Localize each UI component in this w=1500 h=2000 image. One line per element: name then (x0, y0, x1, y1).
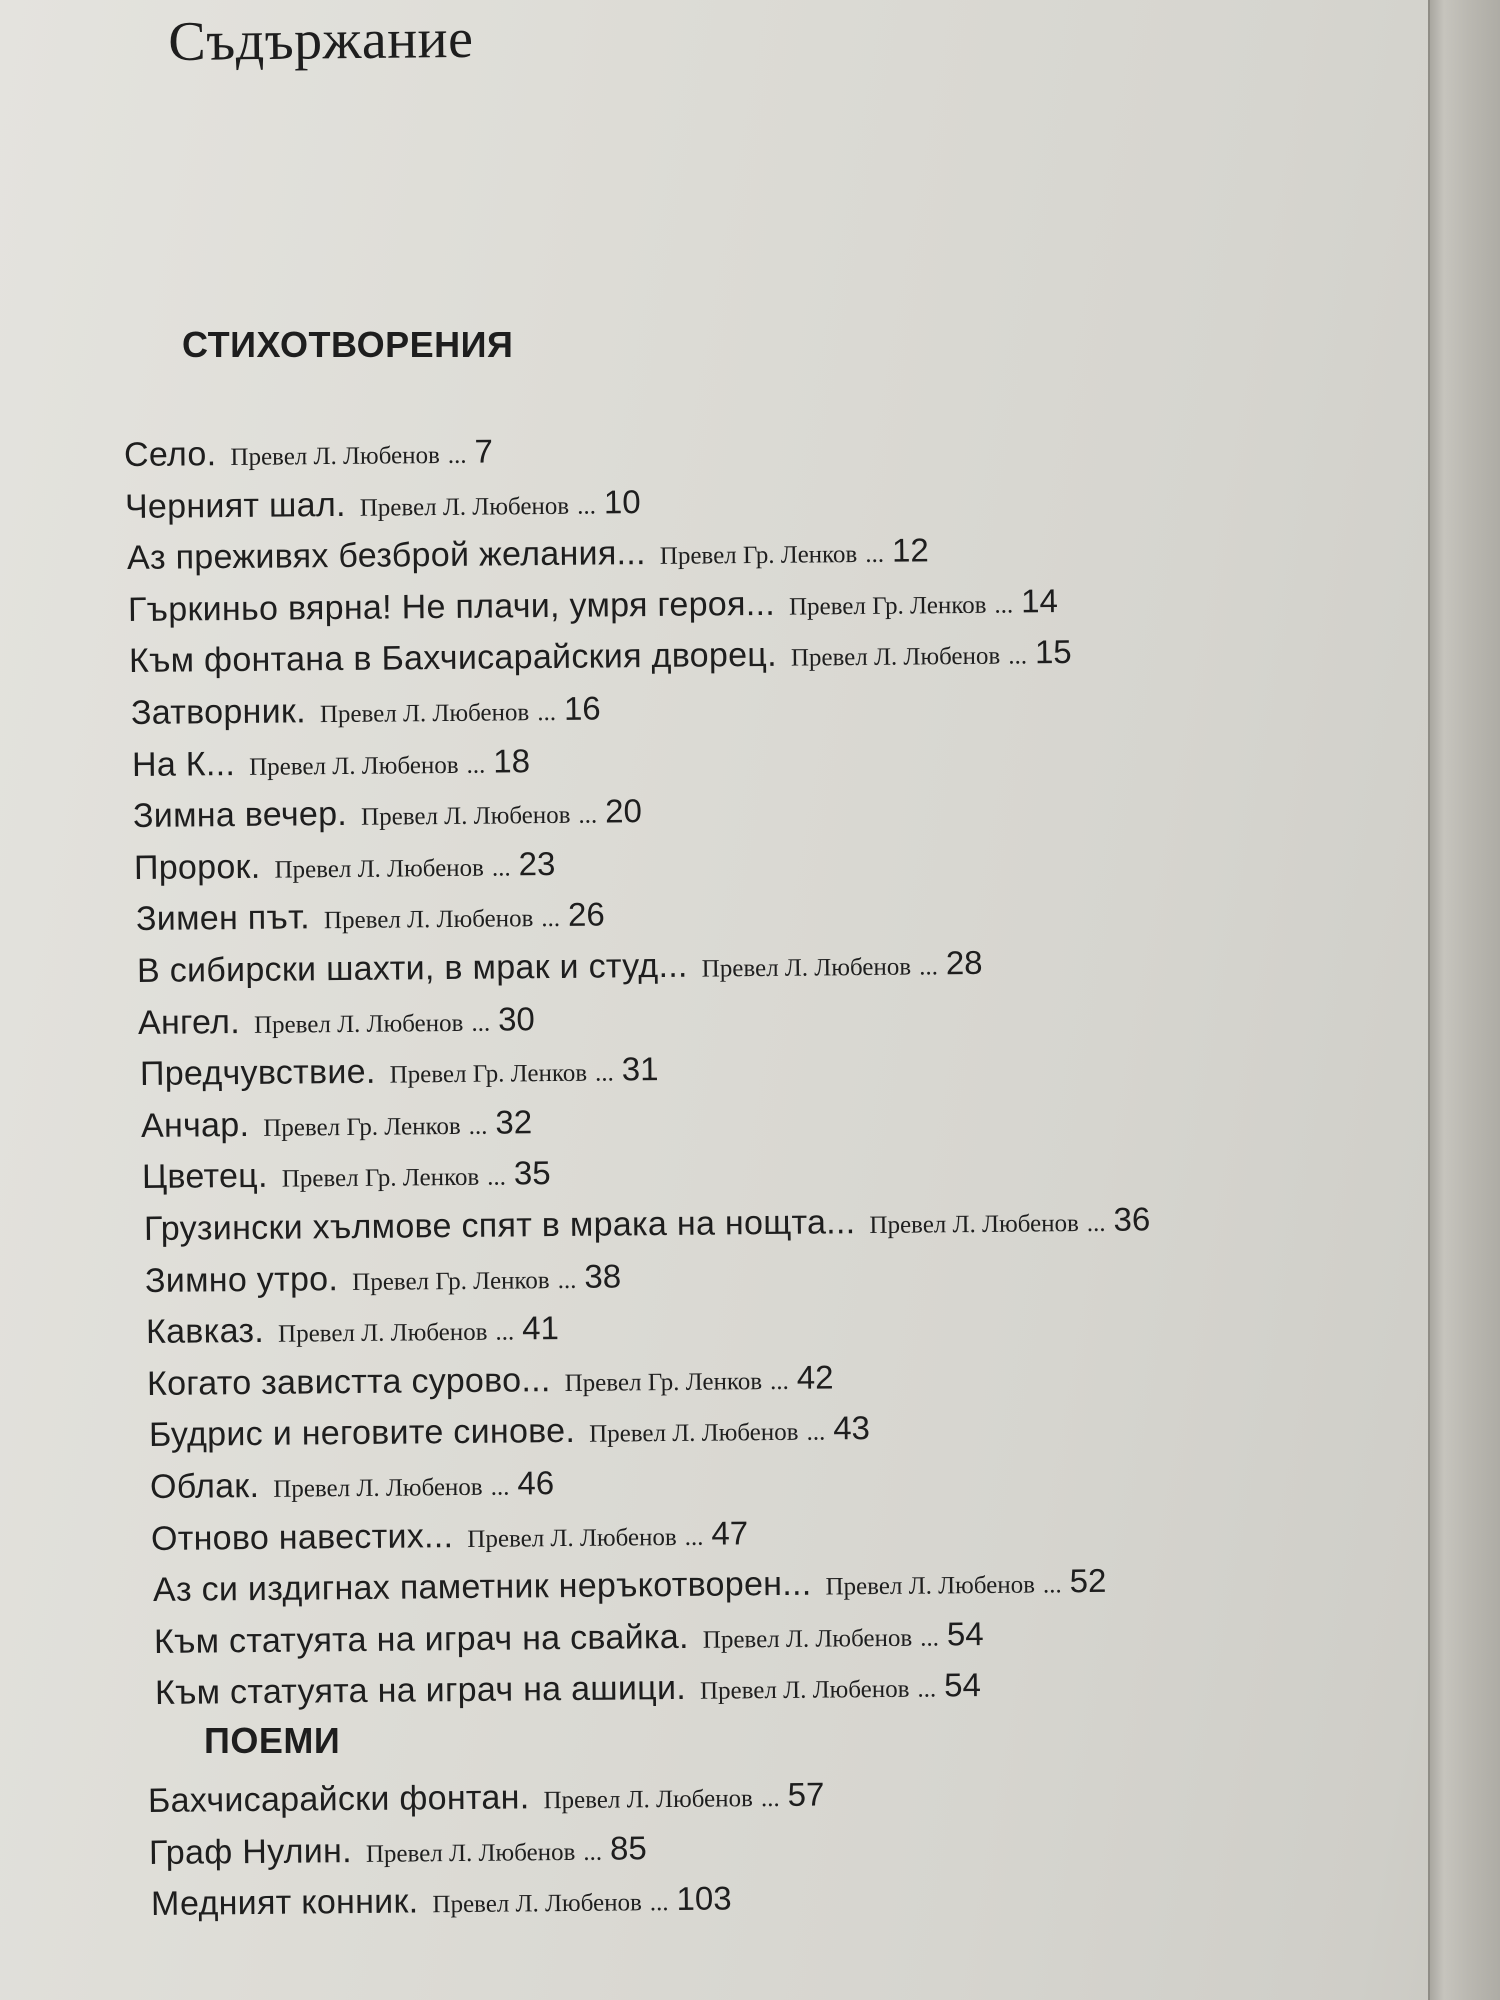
toc-entry-translator: Превел Л. Любенов (588, 1419, 799, 1449)
toc-entry-translator: Превел Л. Любенов (248, 751, 459, 781)
toc-entry (129, 633, 1072, 681)
toc-entry (147, 1358, 834, 1404)
toc-entry-page-number: 36 (1112, 1200, 1150, 1238)
toc-entry-page-number: 15 (1034, 633, 1073, 671)
toc-entry-title: Гъркиньо вярна! Не плачи, умря героя... (127, 584, 776, 629)
toc-entry-page-number: 12 (891, 531, 929, 569)
toc-entry-translator: Превел Л. Любенов (278, 1318, 488, 1348)
toc-entry-translator: Превел Гр. Ленков (389, 1059, 587, 1089)
toc-entry-page-number: 28 (945, 943, 983, 982)
toc-entry-title: Зимен път. (135, 898, 310, 939)
toc-entry (150, 1880, 731, 1925)
toc-entry-page-number: 57 (787, 1775, 825, 1813)
toc-entry-translator: Превел Гр. Ленков (788, 591, 987, 621)
toc-entry-page-number: 54 (946, 1614, 984, 1653)
toc-entry-title: Бахчисарайски фонтан. (147, 1778, 530, 1820)
toc-entry-title: Отново навестих... (151, 1516, 454, 1558)
toc-entry-leader-dots: ... (577, 492, 597, 520)
toc-entry-page-number: 41 (522, 1309, 560, 1347)
toc-entry-title: Медният конник. (150, 1882, 419, 1924)
toc-entry-page-number: 20 (605, 792, 643, 830)
toc-entry (151, 1514, 749, 1559)
toc-entry-translator: Превел Л. Любенов (254, 1009, 464, 1039)
toc-entry (138, 1000, 535, 1043)
toc-entry-page-number: 26 (567, 895, 605, 934)
toc-entry-title: Пророк. (134, 847, 262, 887)
toc-entry-page-number: 7 (474, 432, 494, 470)
toc-entry-leader-dots: ... (994, 591, 1014, 619)
toc-entry-title: Черният шал. (125, 485, 347, 526)
book-page-edge (1428, 0, 1500, 2000)
toc-entry-page-number: 30 (498, 999, 536, 1038)
toc-entry (134, 845, 556, 888)
toc-entry-page-number: 103 (675, 1879, 732, 1918)
toc-entry-title: Аз преживях безброй желания... (126, 534, 646, 578)
toc-entry-page-number: 16 (563, 689, 601, 727)
toc-entry-title: Зимна вечер. (132, 795, 348, 836)
toc-entry-translator: Превел Л. Любенов (868, 1210, 1079, 1240)
toc-entry-page-number: 46 (517, 1464, 555, 1502)
toc-entry-translator: Превел Л. Любенов (319, 699, 529, 729)
toc-entry-leader-dots: ... (471, 1009, 491, 1037)
toc-entry-title: Затворник. (130, 692, 306, 732)
toc-entry-leader-dots: ... (770, 1367, 790, 1395)
toc-entry-title: Към фонтана в Бахчисарайския дворец. (129, 636, 778, 681)
page-title: Съдържание (168, 7, 474, 73)
toc-entry-title: Ангел. (138, 1002, 241, 1042)
toc-entry-page-number: 14 (1020, 581, 1058, 620)
toc-entry-title: Грузински хълмове спят в мрака на нощта... (143, 1203, 856, 1248)
toc-entry-page-number: 31 (621, 1050, 659, 1088)
toc-entry-leader-dots: ... (578, 801, 598, 829)
toc-entry-page-number: 47 (711, 1513, 749, 1552)
toc-entry-leader-dots: ... (594, 1059, 614, 1087)
toc-entry (150, 1464, 554, 1507)
toc-entry-translator: Превел Л. Любенов (431, 1889, 642, 1919)
toc-entry-title: Будрис и неговите синове. (148, 1412, 575, 1455)
toc-entry (141, 1103, 533, 1146)
toc-entry (128, 582, 1058, 630)
toc-entry-title: На К... (131, 744, 236, 784)
toc-entry-title: Граф Нулин. (149, 1831, 353, 1872)
toc-entry-leader-dots: ... (649, 1889, 669, 1917)
section-heading-poems-short: СТИХОТВОРЕНИЯ (182, 324, 514, 365)
toc-entry-translator: Превел Л. Любенов (467, 1523, 678, 1553)
toc-entry-translator: Превел Гр. Ленков (659, 541, 857, 571)
toc-entry-translator: Превел Л. Любенов (700, 1676, 910, 1706)
toc-entry-translator: Превел Гр. Ленков (564, 1367, 763, 1397)
toc-entry (125, 483, 641, 527)
toc-entry-translator: Превел Л. Любенов (230, 441, 440, 471)
toc-entry-leader-dots: ... (466, 751, 486, 779)
toc-entry (149, 1829, 647, 1873)
toc-entry-translator: Превел Л. Любенов (273, 1473, 483, 1503)
toc-entry-leader-dots: ... (536, 698, 556, 727)
toc-entry (146, 1309, 559, 1352)
toc-entry-leader-dots: ... (492, 854, 512, 882)
toc-entry-page-number: 10 (603, 482, 642, 520)
toc-entry-page-number: 18 (492, 741, 530, 780)
toc-entry (126, 531, 928, 578)
toc-entry (124, 432, 493, 475)
toc-entry-title: Аз си издигнах паметник неръкотворен... (152, 1564, 812, 1610)
toc-entry-page-number: 43 (832, 1409, 870, 1447)
toc-entry-page-number: 32 (495, 1103, 533, 1141)
toc-entry-title: Облак. (149, 1466, 260, 1506)
toc-entry-translator: Превел Л. Любенов (366, 1838, 576, 1868)
toc-entry-leader-dots: ... (760, 1784, 780, 1813)
toc-entry-translator: Превел Л. Любенов (702, 1624, 913, 1654)
toc-entry-leader-dots: ... (917, 1675, 937, 1704)
toc-entry (154, 1615, 984, 1662)
toc-entry-title: Към статуята на играч на ашици. (155, 1669, 687, 1713)
toc-entry-leader-dots: ... (447, 441, 467, 469)
toc-entry (136, 896, 605, 939)
toc-entry-leader-dots: ... (684, 1523, 704, 1551)
toc-entry-title: Село. (123, 435, 217, 474)
toc-entry-leader-dots: ... (468, 1112, 488, 1140)
toc-entry-title: Предчувствие. (139, 1052, 376, 1094)
toc-entry-page-number: 23 (518, 844, 556, 883)
toc-entry (148, 1776, 825, 1821)
toc-entry-leader-dots: ... (806, 1418, 826, 1447)
toc-entry-title: Когато завистта сурово... (147, 1360, 552, 1403)
toc-entry-page-number: 38 (583, 1257, 622, 1295)
toc-entry-leader-dots: ... (919, 1624, 939, 1652)
toc-entry (130, 689, 600, 733)
toc-entry-leader-dots: ... (557, 1266, 577, 1294)
toc-entry (139, 1050, 658, 1094)
toc-entry-leader-dots: ... (1008, 642, 1028, 670)
toc-entry (142, 1154, 551, 1197)
toc-entry-title: Анчар. (140, 1105, 250, 1145)
toc-entry-page-number: 85 (610, 1828, 648, 1867)
toc-entry (137, 944, 983, 991)
toc-entry-title: Цветец. (142, 1157, 269, 1197)
toc-entry-title: Към статуята на играч на свайка. (153, 1617, 689, 1661)
toc-entry (145, 1257, 621, 1301)
toc-entry-page-number: 54 (944, 1666, 982, 1704)
toc-entry-leader-dots: ... (864, 540, 884, 569)
toc-entry (143, 1200, 1150, 1249)
toc-entry-translator: Превел Гр. Ленков (281, 1164, 480, 1194)
toc-entry-leader-dots: ... (490, 1473, 510, 1501)
toc-entry-leader-dots: ... (540, 905, 560, 933)
section-heading-poems-long (204, 1720, 340, 1762)
toc-entry-translator: Превел Л. Любенов (790, 643, 1001, 673)
toc-entry-translator: Превел Л. Любенов (274, 854, 485, 884)
toc-entry-title: В сибирски шахти, в мрак и студ... (136, 946, 688, 990)
toc-entry-translator: Превел Л. Любенов (359, 492, 570, 522)
toc-entry-leader-dots: ... (1042, 1571, 1062, 1599)
toc-entry-translator: Превел Л. Любенов (543, 1785, 754, 1815)
toc-entry-leader-dots: ... (918, 953, 938, 981)
toc-entry-title: Кавказ. (145, 1312, 265, 1352)
toc-entry-leader-dots: ... (487, 1163, 507, 1192)
toc-entry-translator: Превел Л. Любенов (361, 801, 571, 831)
toc-entry-translator: Превел Л. Любенов (825, 1571, 1035, 1601)
toc-entry-translator: Превел Л. Любенов (323, 905, 534, 935)
toc-entry-page-number: 52 (1069, 1562, 1107, 1600)
toc-entry-leader-dots: ... (583, 1838, 603, 1866)
toc-entry-leader-dots: ... (1086, 1209, 1106, 1237)
toc-entry (155, 1666, 981, 1713)
toc-entry-translator: Превел Гр. Ленков (351, 1266, 550, 1296)
toc-entry-page-number: 42 (797, 1358, 835, 1396)
toc-entry (132, 742, 530, 785)
toc-entry-leader-dots: ... (495, 1318, 515, 1346)
toc-entry-page-number: 35 (513, 1154, 551, 1192)
toc-entry (152, 1562, 1106, 1610)
toc-entry-translator: Превел Л. Любенов (701, 953, 912, 983)
toc-entry (149, 1409, 870, 1455)
toc-entry-translator: Превел Гр. Ленков (263, 1112, 461, 1142)
section-heading-text: ПОЕМИ (204, 1720, 341, 1761)
toc-entry-title: Зимно утро. (144, 1259, 339, 1300)
toc-entry (133, 792, 642, 836)
